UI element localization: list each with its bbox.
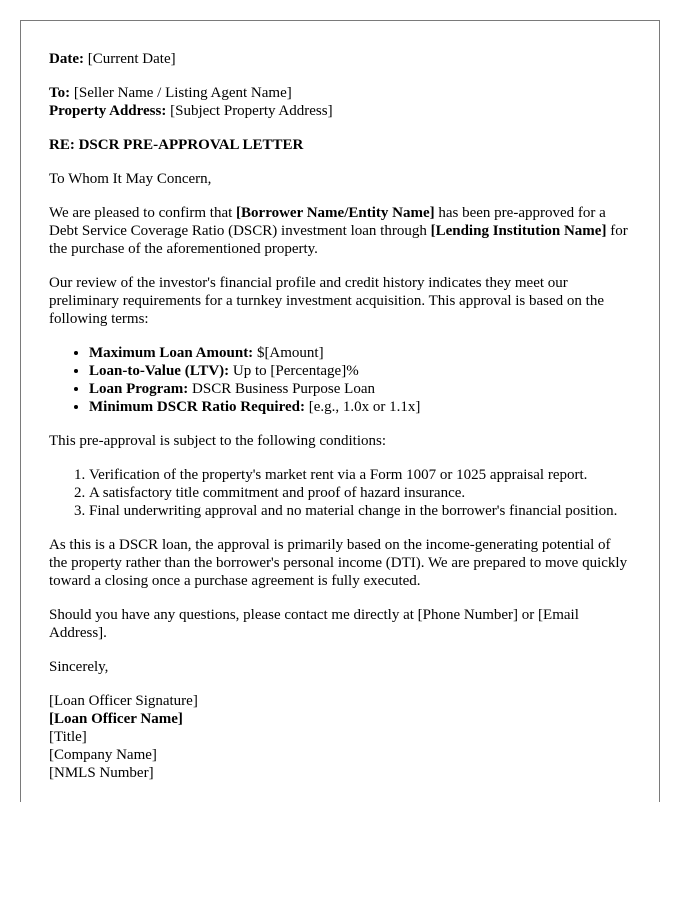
borrower-name: [Borrower Name/Entity Name] xyxy=(236,205,435,221)
signature-block xyxy=(49,692,631,782)
condition-item: 2. A satisfactory title commitment and proof of hazard insurance. xyxy=(89,484,631,502)
term-label: Minimum DSCR Ratio Required: xyxy=(89,399,305,415)
signature-line: [Loan Officer Signature] xyxy=(49,693,198,709)
loan-officer-name-text: [Loan Officer Name] xyxy=(49,711,183,727)
loan-officer-title: [Title] xyxy=(49,729,87,745)
date-label: Date: xyxy=(49,51,84,67)
to-line xyxy=(49,84,631,102)
intro-text-1: We are pleased to confirm that xyxy=(49,205,237,221)
to-value: [Seller Name / Listing Agent Name] xyxy=(73,85,292,101)
to-label: To: xyxy=(49,85,71,101)
contact-paragraph: Should you have any questions, please contact me directly at [Phone Number] or [Email Address]. xyxy=(49,607,579,641)
term-item-max-loan xyxy=(89,344,631,362)
terms-list xyxy=(49,344,631,416)
term-value: [e.g., 1.0x or 1.1x] xyxy=(304,399,421,415)
property-address-line xyxy=(49,102,631,120)
re-line-text: RE: DSCR PRE-APPROVAL LETTER xyxy=(49,137,304,153)
property-address-label: Property Address: xyxy=(49,103,167,119)
re-line xyxy=(49,136,631,154)
salutation: To Whom It May Concern, xyxy=(49,171,212,187)
date-line xyxy=(49,50,631,68)
term-value: Up to [Percentage]% xyxy=(229,363,359,379)
intro-text-2: has been pre-approved for a Debt Service Coverage Ratio (DSCR) investment loan through xyxy=(49,205,606,239)
term-item-loan-program xyxy=(89,380,631,398)
conditions-list xyxy=(49,466,631,520)
loan-officer-name xyxy=(49,710,631,728)
closing: Sincerely, xyxy=(49,659,109,675)
review-paragraph: Our review of the investor's financial profile and credit history indicates they meet our preliminary requirements for a turnkey investment acquisition. This approval is based on the following terms: xyxy=(49,275,604,327)
conditions-intro: This pre-approval is subject to the following conditions: xyxy=(49,433,387,449)
lender-name: [Lending Institution Name] xyxy=(430,223,607,239)
condition-item: 3. Final underwriting approval and no material change in the borrower's financial position. xyxy=(89,502,631,520)
condition-item: 1. Verification of the property's market rent via a Form 1007 or 1025 appraisal report. xyxy=(89,466,631,484)
term-item-min-dscr xyxy=(89,398,631,416)
term-value: $[Amount] xyxy=(253,345,324,361)
term-value: DSCR Business Purpose Loan xyxy=(188,381,375,397)
dscr-paragraph: As this is a DSCR loan, the approval is primarily based on the income-generating potential of the property rather than the borrower's personal income (DTI). We are prepared to move quickly toward a closing once a purchase agreement is fully executed. xyxy=(49,537,628,589)
intro-text-3: for the purchase of the aforementioned property. xyxy=(49,223,628,257)
nmls-number: [NMLS Number] xyxy=(49,765,154,781)
term-item-ltv xyxy=(89,362,631,380)
letter-page xyxy=(20,20,660,802)
property-address-value: [Subject Property Address] xyxy=(170,103,333,119)
term-label: Loan Program: xyxy=(89,381,189,397)
intro-paragraph xyxy=(49,204,631,258)
date-value: [Current Date] xyxy=(87,51,176,67)
term-label: Loan-to-Value (LTV): xyxy=(89,363,230,379)
company-name: [Company Name] xyxy=(49,747,157,763)
term-label: Maximum Loan Amount: xyxy=(89,345,254,361)
